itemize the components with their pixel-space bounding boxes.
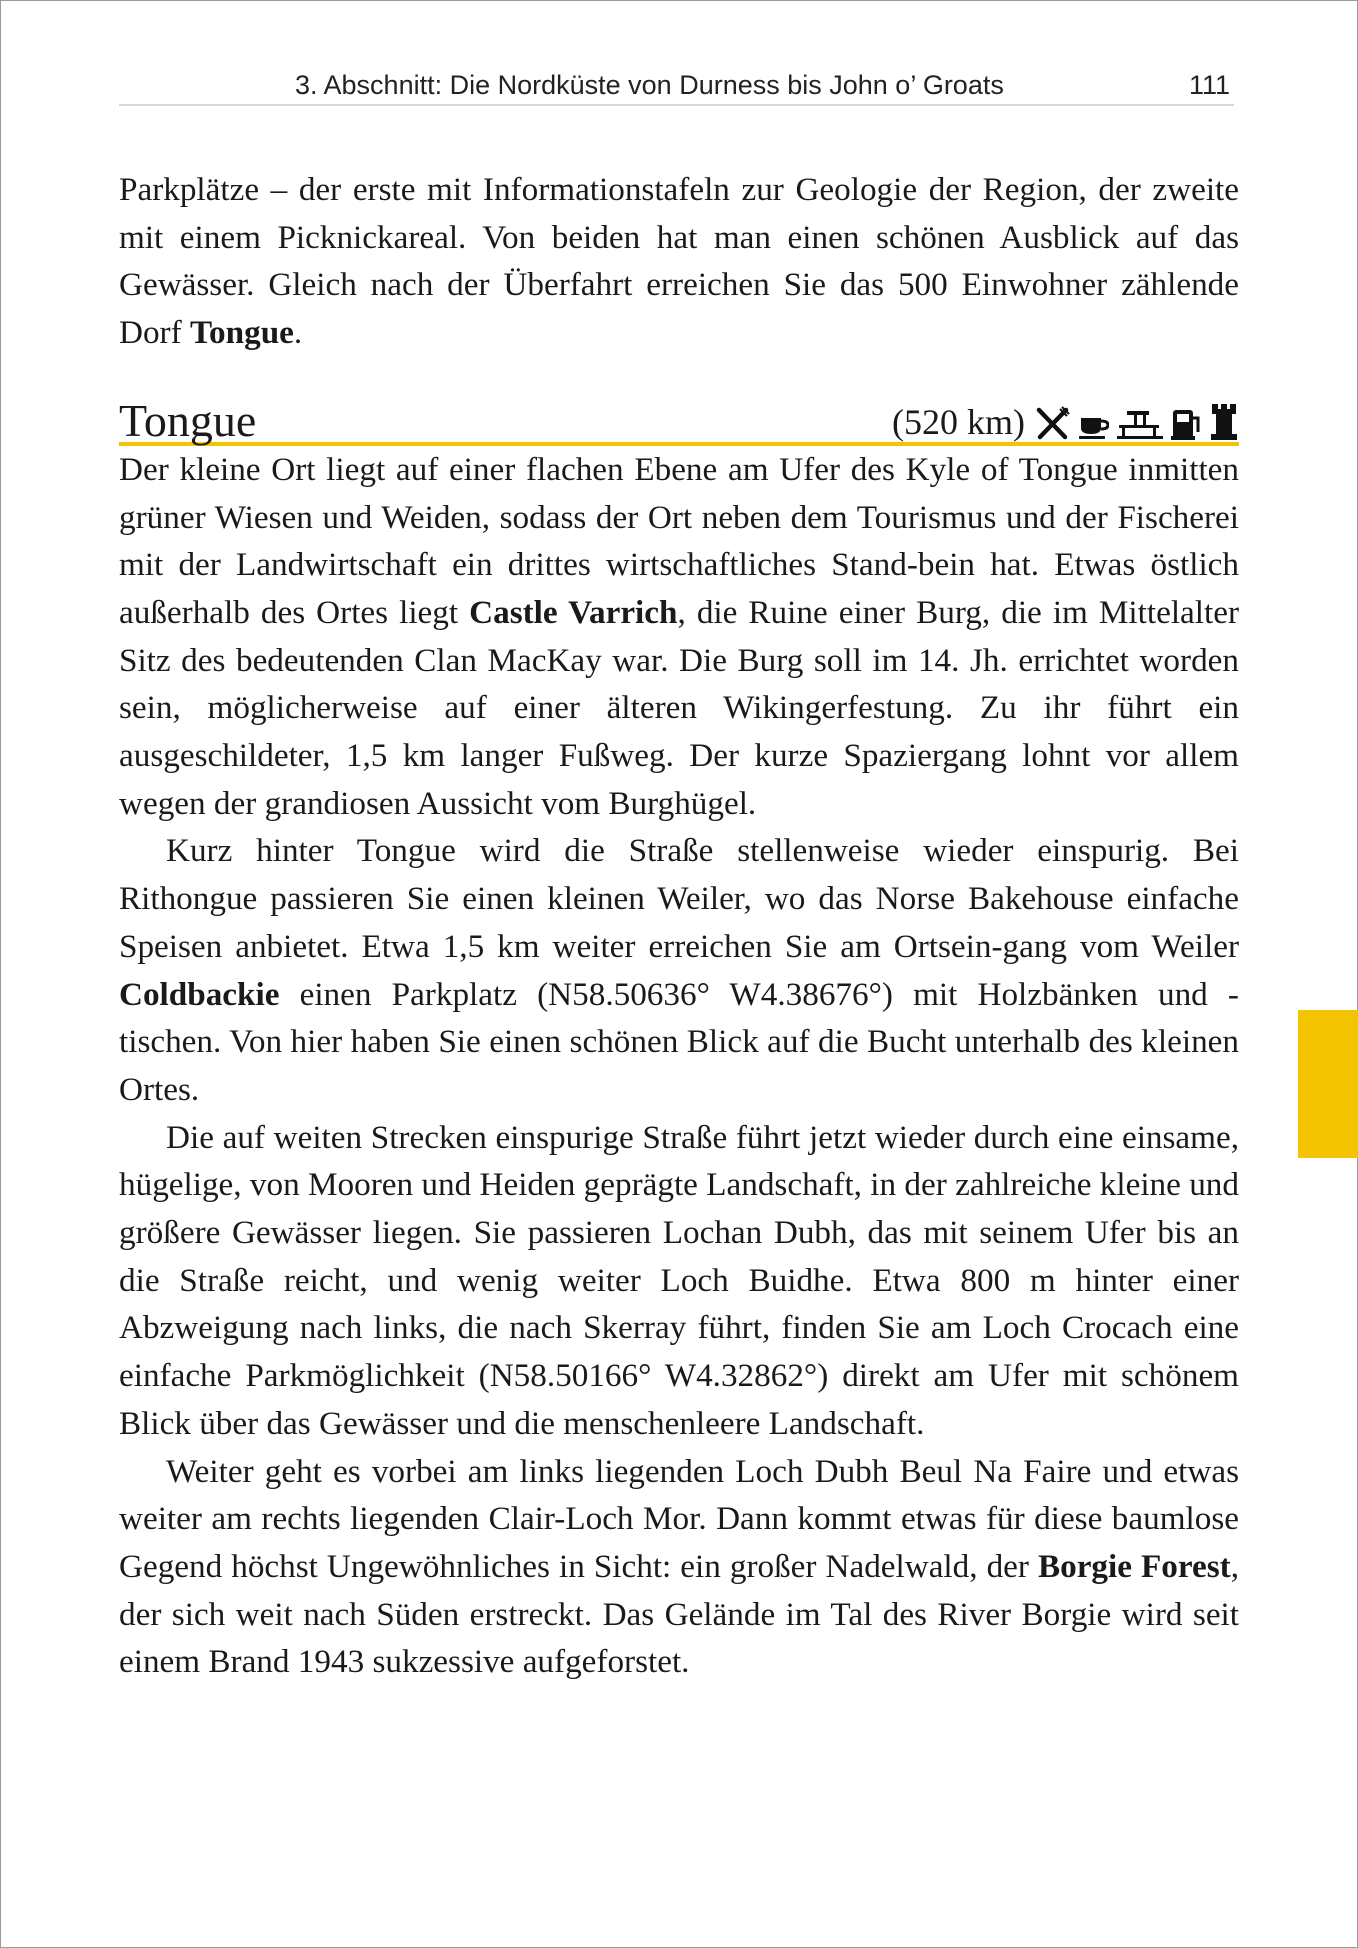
header-rule xyxy=(119,104,1234,106)
body-text xyxy=(119,166,1239,1686)
p1-text-1: Der kleine Ort liegt auf einer flachen Ebene am Ufer des Kyle of Tongue inmitten grüner Wiesen und Weiden, sodass der Ort neben dem Tourismus und der Fischerei mit der Landwirtschaft ein drittes wirtschaftliches Stand-bein hat. Etwas östlich außerhalb des Ortes liegt xyxy=(119,450,1239,631)
p4-text-2: , der sich weit nach Süden erstreckt. Das Gelände im Tal des River Borgie wird seit einem Brand 1943 sukzessive aufgeforstet. xyxy=(119,1547,1239,1681)
p1-bold-castle-varrich: Castle Varrich xyxy=(469,593,678,631)
paragraph-coldbackie xyxy=(119,827,1239,1113)
restaurant-icon xyxy=(1035,406,1071,440)
intro-paragraph xyxy=(119,166,1239,357)
fuel-icon xyxy=(1171,408,1203,440)
section-heading xyxy=(119,384,1239,446)
page-number: 111 xyxy=(1188,70,1230,100)
intro-bold-tongue: Tongue xyxy=(189,314,294,352)
cafe-icon xyxy=(1079,414,1109,440)
p2-text-2: einen Parkplatz (N58.50636° W4.38676°) mit Holzbänken und -tischen. Von hier haben Sie einen schönen Blick auf die Bucht unterhalb des kleinen Ortes. xyxy=(119,975,1239,1108)
section-meta xyxy=(892,401,1237,442)
p4-bold-borgie-forest: Borgie Forest xyxy=(1037,1547,1231,1585)
intro-text-1: Parkplätze – der erste mit Informationstafeln zur Geologie der Region, der zweite mit einem Picknickareal. Von beiden hat man einen schönen Ausblick auf das Gewässer. Gleich nach der Überfahrt erreichen Sie das 500 Einwohner zählende Dorf xyxy=(119,171,1239,352)
picnic-icon xyxy=(1117,408,1163,440)
p4-text-1: Weiter geht es vorbei am links liegenden Loch Dubh Beul Na Faire und etwas weiter am rechts liegenden Clair-Loch Mor. Dann kommt etwas für diese baumlose Gegend höchst Ungewöhnliches in Sicht: ein großer Nadelwald, der xyxy=(119,1452,1239,1585)
paragraph-loch-crocach: Die auf weiten Strecken einspurige Straße führt jetzt wieder durch eine einsame, hügelige, von Mooren und Heiden geprägte Landschaft, in der zahlreiche kleine und größere Gewässer liegen. Sie passieren Lochan Dubh, das mit seinem Ufer bis an die Straße reicht, und wenig weiter Loch Buidhe. Etwa 800 m hinter einer Abzweigung nach links, die nach Skerray führt, finden Sie am Loch Crocach eine einfache Parkmöglichkeit (N58.50166° W4.32862°) direkt am Ufer mit schönem Blick über das Gewässer und die menschenleere Landschaft. xyxy=(119,1118,1239,1442)
thumb-index-tab xyxy=(1298,1010,1358,1158)
chapter-title: 3. Abschnitt: Die Nordküste von Durness bis John o’ Groats xyxy=(295,70,1004,100)
castle-icon xyxy=(1211,404,1237,440)
running-head xyxy=(119,70,1234,104)
p2-text-1: Kurz hinter Tongue wird die Straße stellenweise wieder einspurig. Bei Rithongue passieren Sie einen kleinen Weiler, wo das Norse Bakehouse einfache Speisen anbietet. Etwa 1,5 km weiter erreichen Sie am Ortsein-gang vom Weiler xyxy=(119,832,1239,965)
section-title: Tongue xyxy=(119,394,257,446)
section-distance: (520 km) xyxy=(892,401,1025,442)
p1-text-2: , die Ruine einer Burg, die im Mittelalter Sitz des bedeutenden Clan MacKay war. Die Burg soll im 14. Jh. errichtet worden sein, möglicherweise auf einer älteren Wikingerfestung. Zu ihr führt ein ausgeschildeter, 1,5 km langer Fußweg. Der kurze Spaziergang lohnt vor allem wegen der grandiosen Aussicht vom Burghügel. xyxy=(119,593,1239,822)
p2-bold-coldbackie: Coldbackie xyxy=(119,975,280,1013)
intro-text-2: . xyxy=(293,314,303,352)
paragraph-borgie-forest xyxy=(119,1448,1239,1687)
paragraph-castle-varrich xyxy=(119,446,1239,828)
